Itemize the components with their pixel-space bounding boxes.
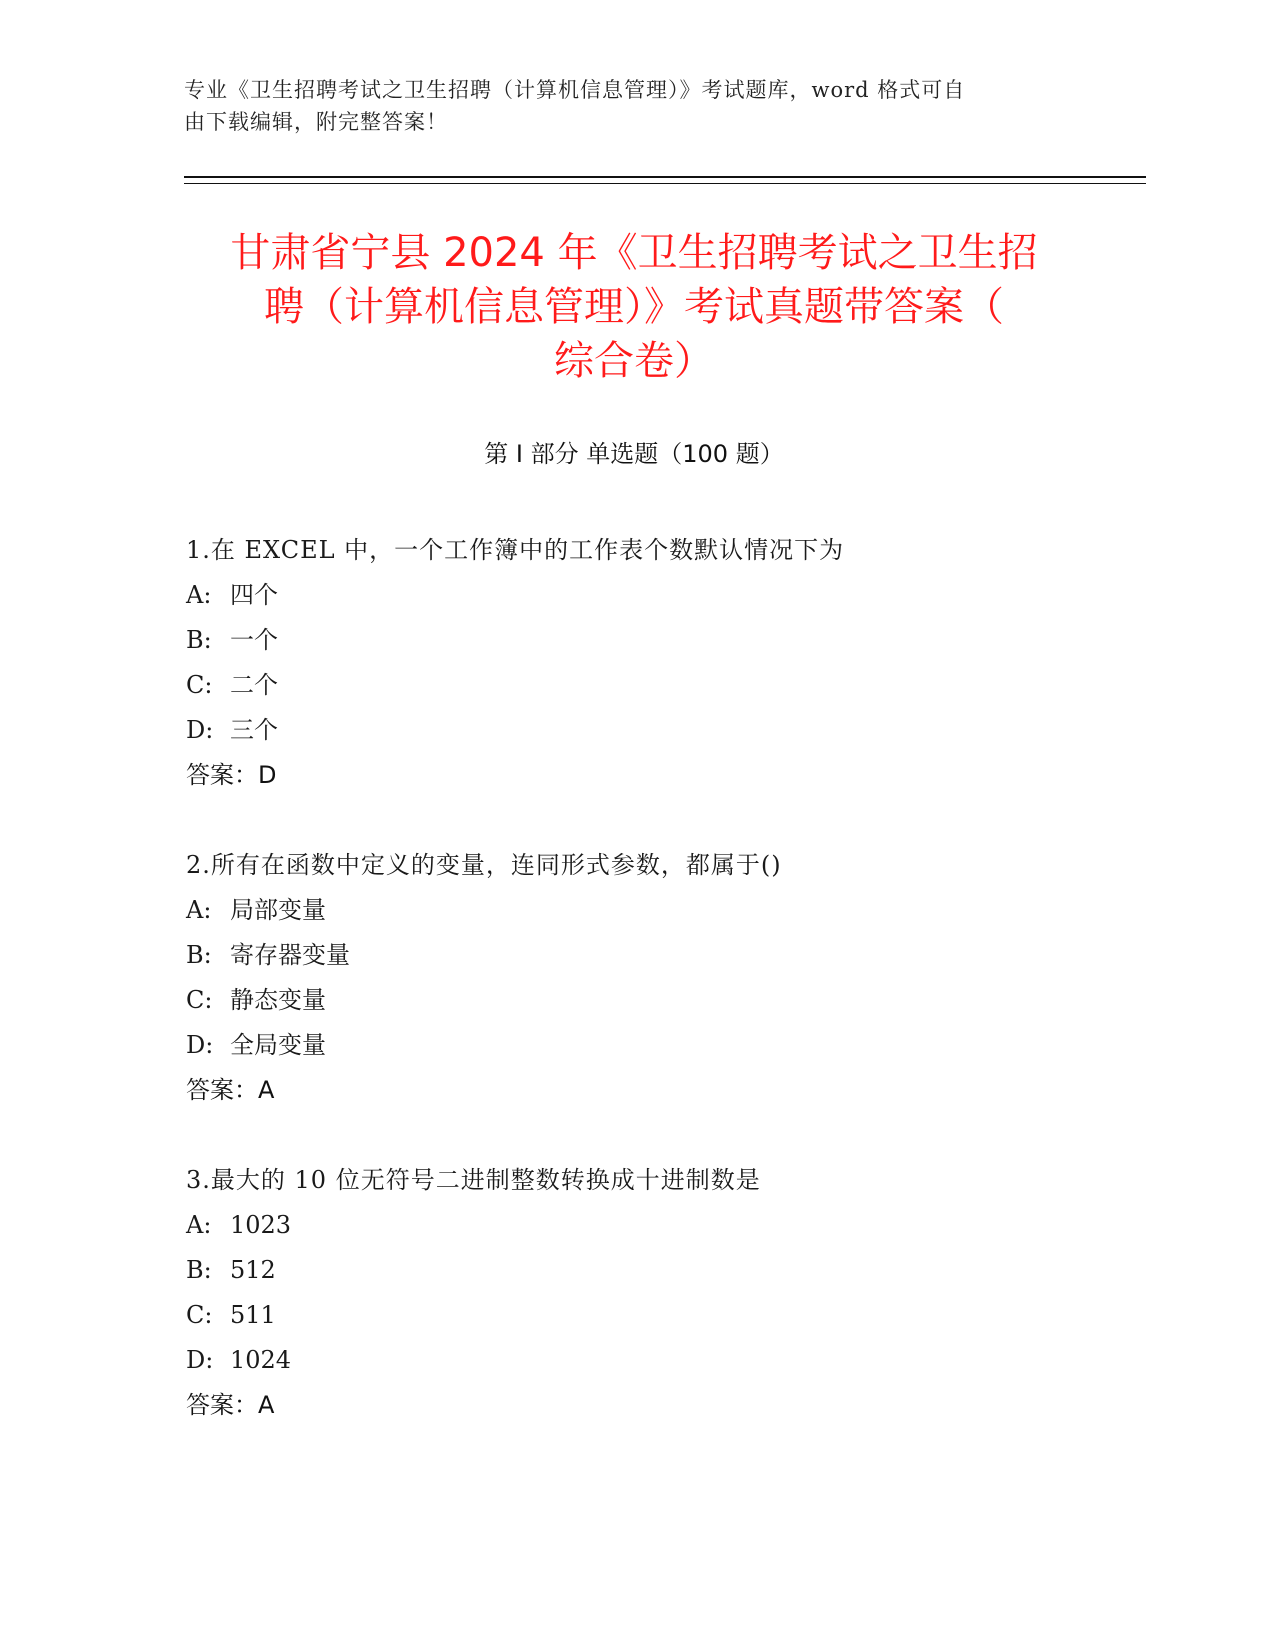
header-rule-thick: [184, 176, 1146, 178]
answer: 答案：A: [186, 1391, 275, 1419]
section-title: 第 I 部分 单选题（100 题）: [484, 440, 784, 468]
header-note: [184, 74, 1064, 138]
option-text: 静态变量: [230, 986, 326, 1014]
option-d: [186, 1023, 1146, 1068]
option-key: B:: [186, 1256, 212, 1284]
document-title-line-1: 甘肃省宁县 2024 年《卫生招聘考试之卫生招: [230, 230, 1038, 276]
option-text: 全局变量: [230, 1031, 326, 1059]
option-text: 511: [230, 1301, 276, 1329]
option-a: [186, 573, 1146, 618]
document-title-line-3: 综合卷）: [554, 338, 714, 384]
header-note-line-1: 专业《卫生招聘考试之卫生招聘（计算机信息管理）》考试题库，word 格式可自: [184, 78, 966, 102]
question-1: [186, 528, 1146, 798]
option-text: 三个: [230, 716, 278, 744]
option-c: [186, 663, 1146, 708]
option-a: [186, 888, 1146, 933]
option-key: C:: [186, 986, 213, 1014]
question-stem: 1.在 EXCEL 中，一个工作簿中的工作表个数默认情况下为: [186, 536, 845, 564]
option-d: [186, 708, 1146, 753]
option-text: 四个: [230, 581, 278, 609]
option-key: A:: [186, 1211, 212, 1239]
option-b: [186, 618, 1146, 663]
option-text: 1023: [230, 1211, 292, 1239]
answer: 答案：D: [186, 761, 277, 789]
option-key: C:: [186, 671, 213, 699]
question-list: [186, 528, 1146, 1473]
answer: 答案：A: [186, 1076, 275, 1104]
option-a: [186, 1203, 1146, 1248]
option-text: 1024: [230, 1346, 292, 1374]
option-key: C:: [186, 1301, 213, 1329]
option-text: 512: [230, 1256, 276, 1284]
header-rule-thin: [184, 183, 1146, 184]
option-key: D:: [186, 1031, 214, 1059]
option-d: [186, 1338, 1146, 1383]
option-b: [186, 933, 1146, 978]
option-key: D:: [186, 1346, 214, 1374]
document-title-line-2: 聘（计算机信息管理）》考试真题带答案（: [264, 284, 1004, 330]
document-title: [184, 226, 1084, 388]
option-c: [186, 978, 1146, 1023]
question-2: [186, 843, 1146, 1113]
option-c: [186, 1293, 1146, 1338]
option-text: 一个: [230, 626, 278, 654]
option-key: A:: [186, 896, 212, 924]
option-text: 寄存器变量: [230, 941, 350, 969]
option-key: B:: [186, 626, 212, 654]
option-text: 局部变量: [230, 896, 326, 924]
option-b: [186, 1248, 1146, 1293]
option-key: A:: [186, 581, 212, 609]
question-3: [186, 1158, 1146, 1428]
question-stem: 3.最大的 10 位无符号二进制整数转换成十进制数是: [186, 1166, 761, 1194]
option-key: D:: [186, 716, 214, 744]
option-key: B:: [186, 941, 212, 969]
question-stem: 2.所有在函数中定义的变量，连同形式参数，都属于(): [186, 851, 782, 879]
header-note-line-2: 由下载编辑，附完整答案！: [184, 110, 448, 134]
option-text: 二个: [230, 671, 278, 699]
